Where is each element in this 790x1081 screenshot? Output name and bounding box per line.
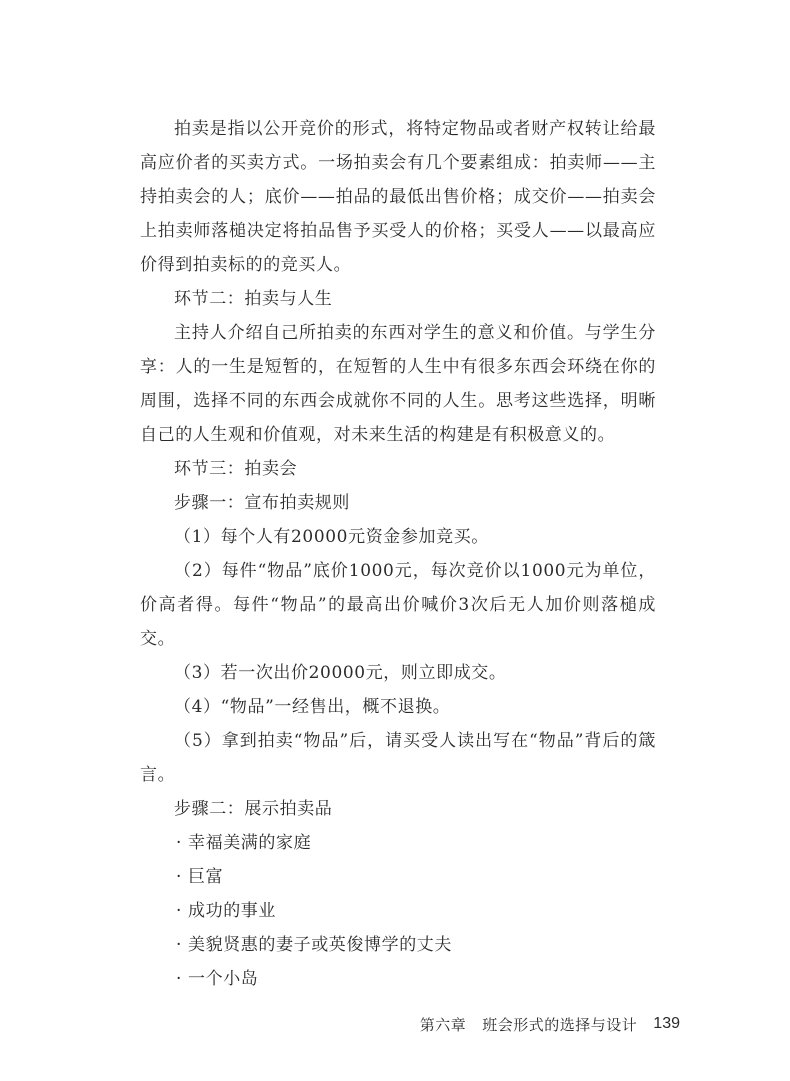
footer-chapter-title: 班会形式的选择与设计 [482,1015,638,1034]
rule-3: （3）若一次出价20000元，则立即成交。 [174,663,507,683]
page-number: 139 [653,1015,680,1032]
footer-chapter: 第六章 [419,1015,467,1034]
auction-item: · 巨富 [176,867,224,887]
rule-4: （4）“物品”一经售出，概不退换。 [174,697,451,717]
page-footer [380,1008,680,1040]
rule-5: （5）拿到拍卖“物品”后，请买受人读出写在“物品”背后的箴言。 [140,731,656,785]
step-one-heading: 步骤一：宣布拍卖规则 [174,493,350,513]
section-heading-auction: 环节三：拍卖会 [174,459,298,479]
auction-definition-paragraph: 拍卖是指以公开竞价的形式，将特定物品或者财产权转让给最高应价者的买卖方式。一场拍卖会有几个要素组成：拍卖师——主持拍卖会的人；底价——拍品的最低出售价格；成交价——拍卖会上拍卖师落槌决定将拍品售予买受人的价格；买受人——以最高应价得到拍卖标的的竞买人。 [140,119,656,275]
rule-2: （2）每件“物品”底价1000元，每次竞价以1000元为单位，价高者得。每件“物品”的最高出价喊价3次后无人加价则落槌成交。 [140,561,656,649]
auction-item: · 一个小岛 [176,969,259,989]
page-body [140,112,656,996]
auction-item: · 成功的事业 [176,901,277,921]
step-two-heading: 步骤二：展示拍卖品 [174,799,333,819]
section-heading-auction-and-life: 环节二：拍卖与人生 [174,289,333,309]
rule-1: （1）每个人有20000元资金参加竞买。 [174,527,489,547]
auction-item: · 美貌贤惠的妻子或英俊博学的丈夫 [176,935,453,955]
auction-item: · 幸福美满的家庭 [176,833,312,853]
host-introduction-paragraph: 主持人介绍自己所拍卖的东西对学生的意义和价值。与学生分享：人的一生是短暂的，在短暂的人生中有很多东西会环绕在你的周围，选择不同的东西会成就你不同的人生。思考这些选择，明晰自己的人生观和价值观，对未来生活的构建是有积极意义的。 [140,323,656,445]
